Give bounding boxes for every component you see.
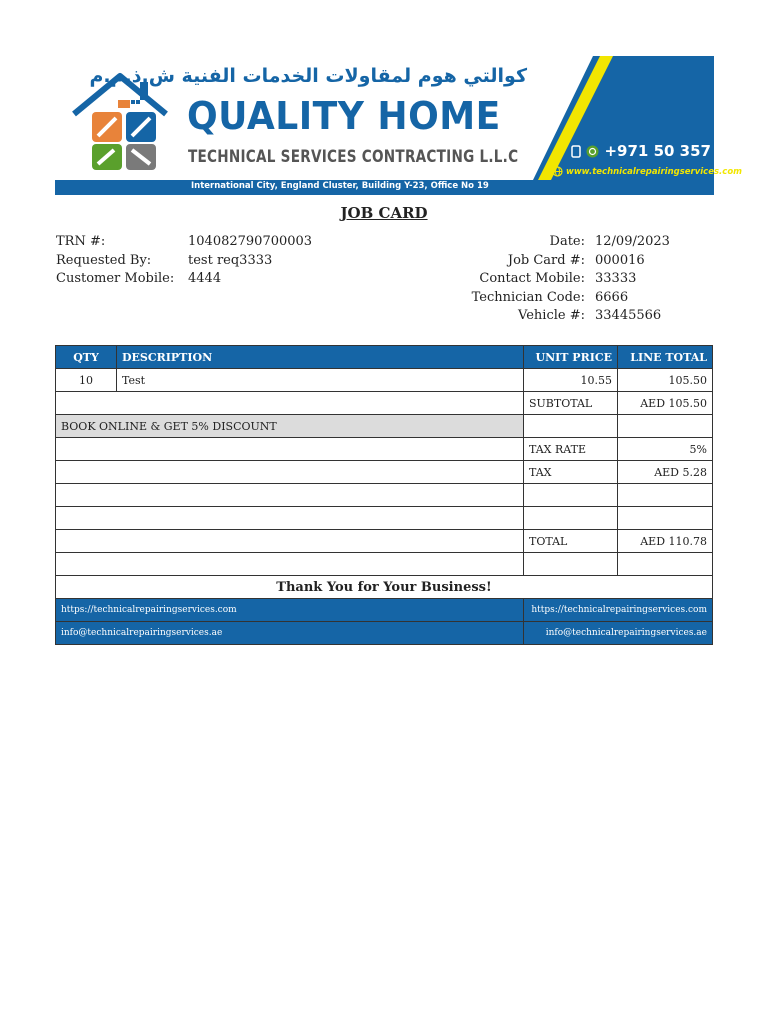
header-unit-price: UNIT PRICE [524, 346, 618, 369]
tax-value: AED 5.28 [618, 461, 713, 484]
trn-row: TRN #: 104082790700003 [56, 234, 313, 249]
requested-by-row: Requested By: test req3333 [56, 252, 273, 268]
subtotal-label: SUBTOTAL [524, 392, 618, 415]
total-row [56, 530, 713, 553]
empty-row [56, 484, 713, 507]
item-line-total: 105.50 [618, 369, 713, 392]
vehicle-value: 33445566 [595, 308, 662, 324]
whatsapp-icon [586, 145, 599, 158]
empty-row [56, 507, 713, 530]
job-info [430, 233, 670, 326]
tax-rate-row [56, 438, 713, 461]
table-header-row [56, 346, 713, 369]
total-value: AED 110.78 [618, 530, 713, 553]
document-title: JOB CARD [340, 204, 428, 222]
job-card-row: Job Card #: 000016 [507, 252, 645, 268]
globe-icon [552, 166, 563, 177]
job-card-value: 000016 [595, 252, 645, 268]
trn-value: 104082790700003 [188, 234, 313, 249]
header-line-total: LINE TOTAL [618, 346, 713, 369]
website-link[interactable]: www.technicalrepairingservices.com [565, 167, 743, 177]
header-qty: QTY [56, 346, 117, 369]
thanks-row [56, 576, 713, 599]
footer-right-email[interactable]: info@technicalrepairingservices.ae [524, 622, 713, 645]
contact-mobile-value: 33333 [595, 271, 637, 287]
job-items-table [55, 345, 713, 645]
subtotal-row [56, 392, 713, 415]
footer-row-1 [56, 599, 713, 622]
item-qty: 10 [56, 369, 117, 392]
technician-code-row: Technician Code: 6666 [471, 289, 629, 305]
company-banner [55, 56, 758, 195]
footer-left-email[interactable]: info@technicalrepairingservices.ae [56, 622, 524, 645]
company-address: International City, England Cluster, Building Y-23, Office No 19 [191, 181, 489, 191]
table-row [56, 369, 713, 392]
technician-code-value: 6666 [595, 289, 629, 305]
contact-mobile-row: Contact Mobile: 33333 [479, 271, 637, 287]
subtotal-value: AED 105.50 [618, 392, 713, 415]
header-description: DESCRIPTION [117, 346, 524, 369]
customer-mobile-value: 4444 [188, 271, 222, 287]
item-unit-price: 10.55 [524, 369, 618, 392]
footer-left-url[interactable]: https://technicalrepairingservices.com [56, 599, 524, 622]
tax-label: TAX [524, 461, 618, 484]
requested-by-value: test req3333 [188, 252, 273, 268]
thank-you-message: Thank You for Your Business! [56, 576, 713, 599]
item-description: Test [117, 369, 524, 392]
company-arabic-name: كوالتي هوم لمقاولات الخدمات الفنية ش.ذ.م.م [89, 65, 527, 87]
empty-row [56, 553, 713, 576]
promo-row [56, 415, 713, 438]
date-value: 12/09/2023 [595, 234, 670, 249]
tax-row [56, 461, 713, 484]
company-brand-name: QUALITY HOME [187, 94, 501, 138]
mobile-phone-icon [571, 145, 581, 158]
tax-rate-label: TAX RATE [524, 438, 618, 461]
company-subtitle: TECHNICAL SERVICES CONTRACTING L.L.C [188, 147, 519, 167]
phone-number: +971 50 357 0250 [604, 142, 758, 160]
customer-mobile-row: Customer Mobile: 4444 [56, 271, 222, 287]
customer-info [56, 233, 312, 289]
promo-banner: BOOK ONLINE & GET 5% DISCOUNT [56, 415, 524, 438]
company-phone [571, 142, 758, 160]
total-label: TOTAL [524, 530, 618, 553]
tax-rate-value: 5% [618, 438, 713, 461]
vehicle-row: Vehicle #: 33445566 [518, 308, 662, 324]
company-website [552, 166, 742, 177]
footer-row-2 [56, 622, 713, 645]
footer-right-url[interactable]: https://technicalrepairingservices.com [524, 599, 713, 622]
date-row: Date: 12/09/2023 [549, 234, 670, 249]
